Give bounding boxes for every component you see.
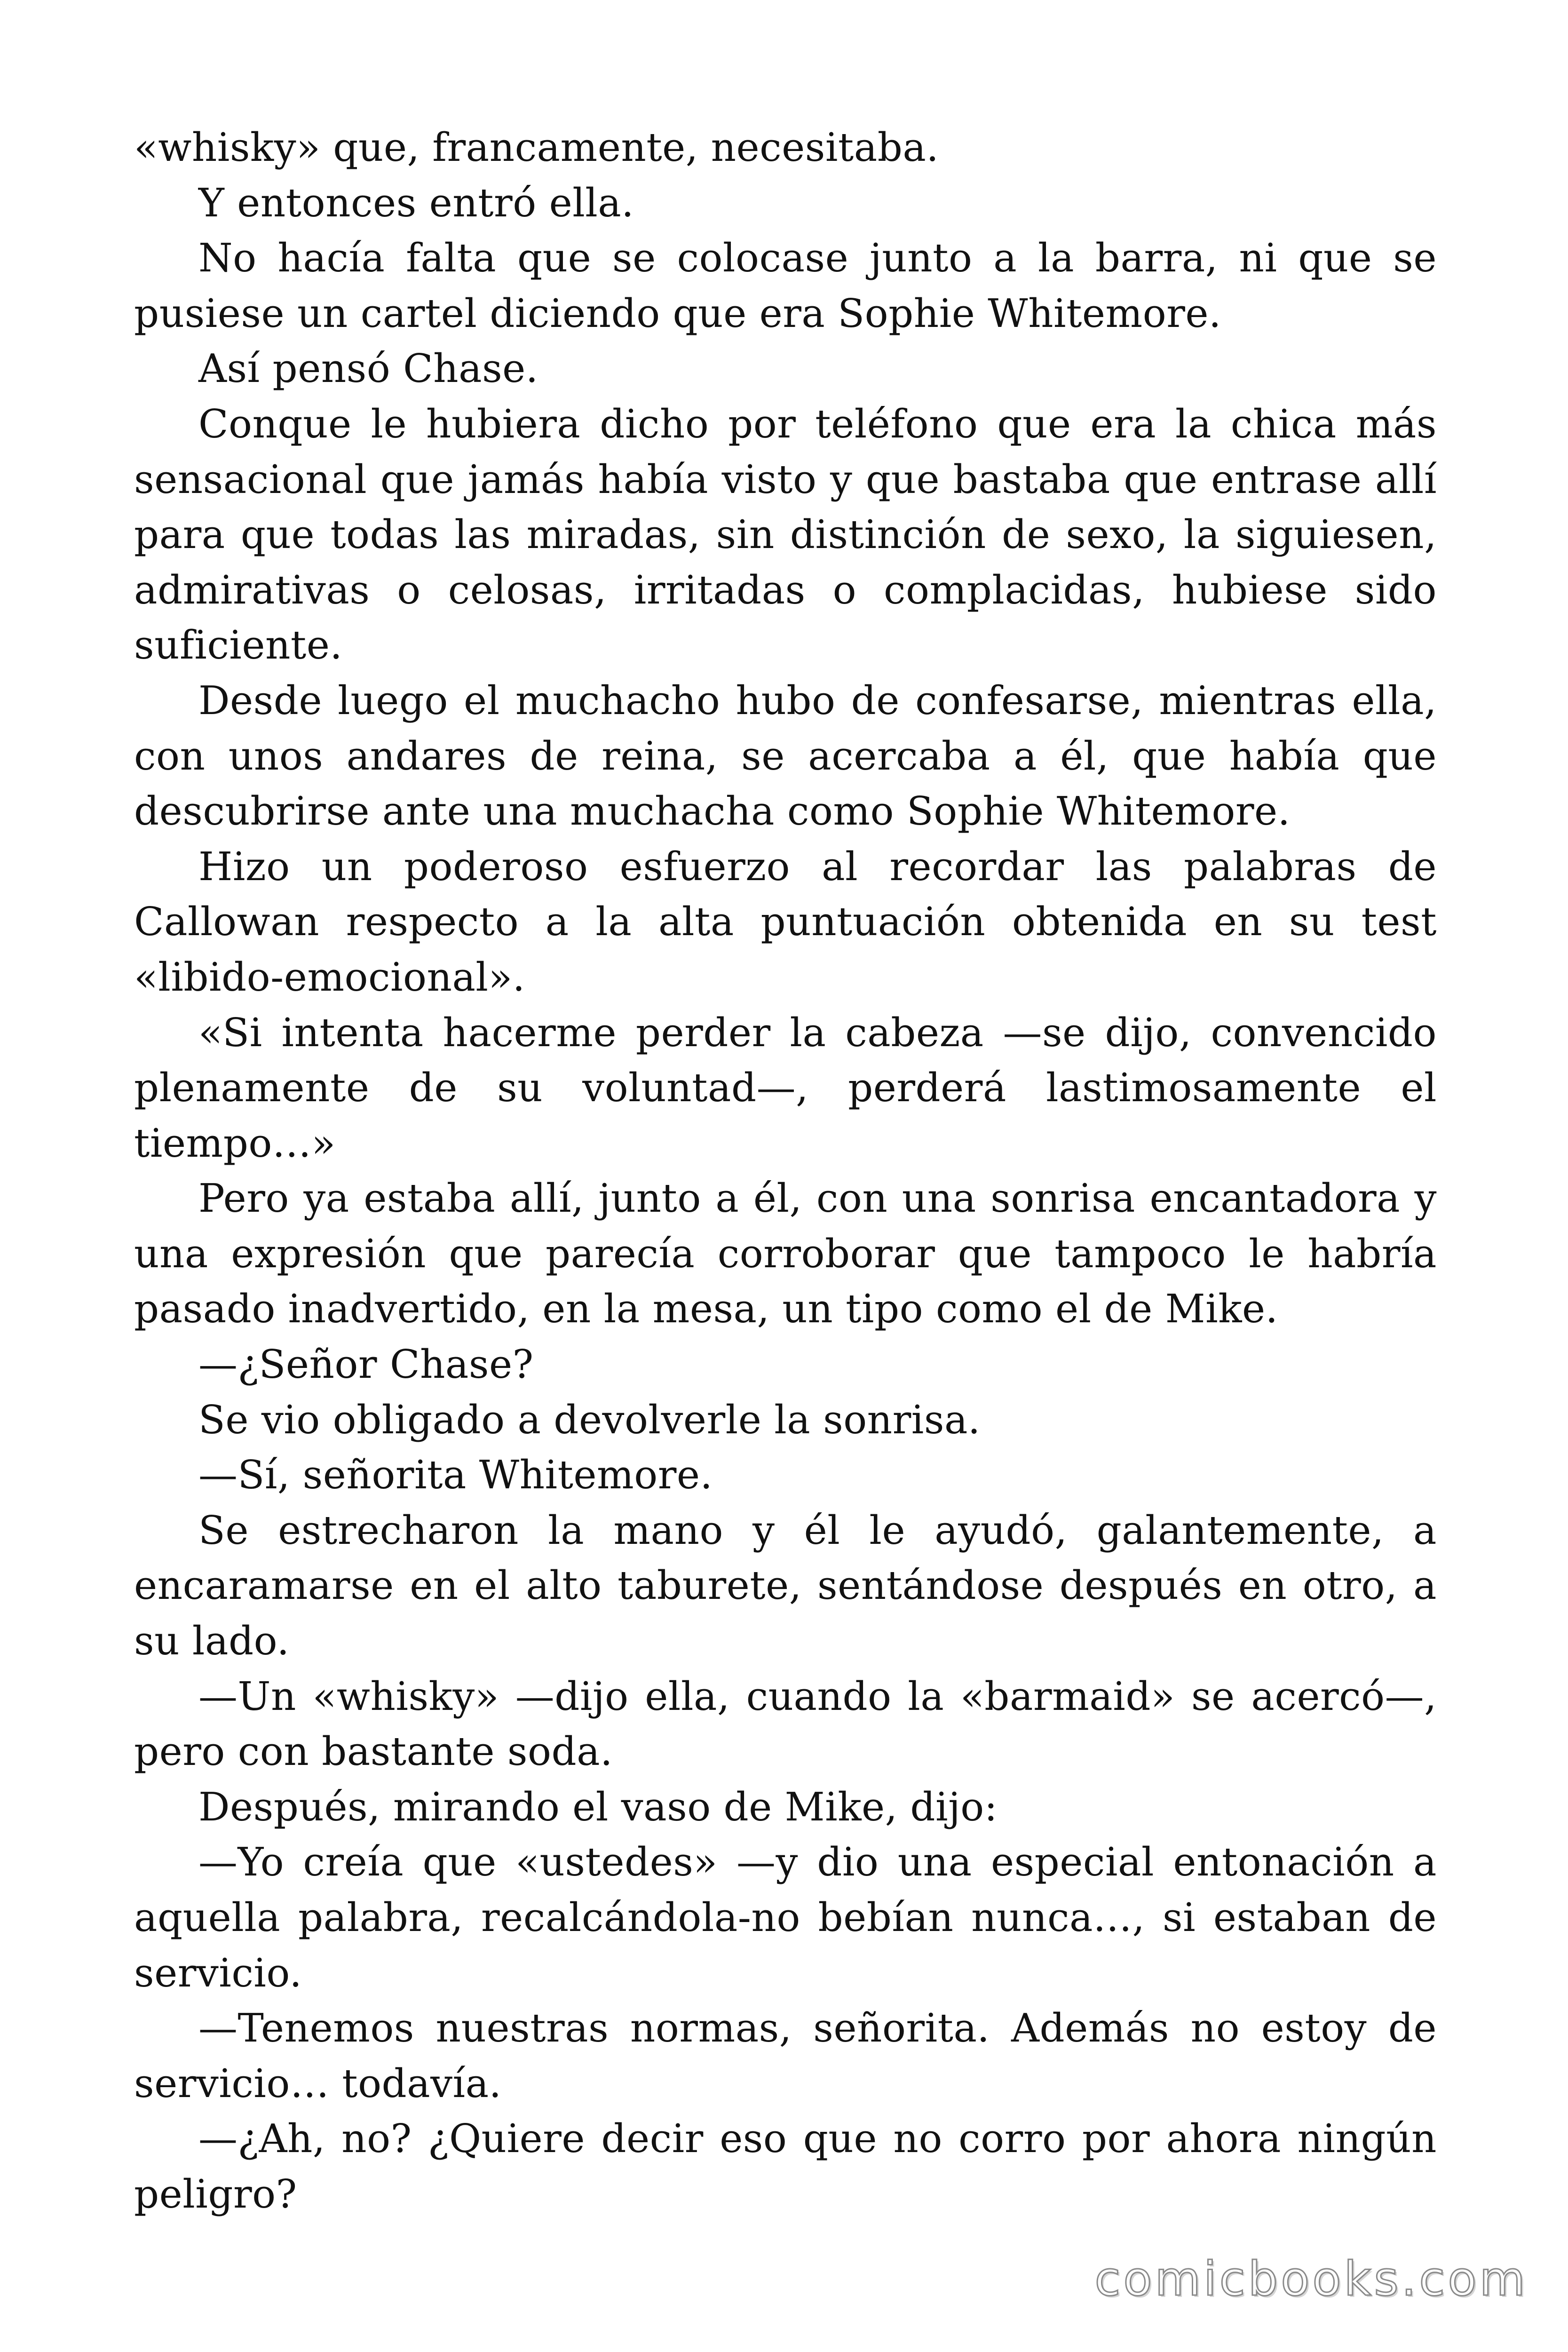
book-page-text: [134, 120, 1437, 2222]
paragraph: —Sí, señorita Whitemore.: [198, 1452, 713, 1498]
paragraph: —Tenemos nuestras normas, señorita. Además no estoy de servicio… todavía.: [134, 2005, 1437, 2106]
paragraph: —Un «whisky» —dijo ella, cuando la «barmaid» se acercó—, pero con bastante soda.: [134, 1673, 1437, 1775]
paragraph: No hacía falta que se colocase junto a la barra, ni que se pusiese un cartel diciendo que era Sophie Whitemore.: [134, 235, 1437, 336]
paragraph: «Si intenta hacerme perder la cabeza —se dijo, convencido plenamente de su voluntad—, perderá lastimosamente el tiempo…»: [134, 1009, 1437, 1166]
paragraph: —¿Ah, no? ¿Quiere decir eso que no corro por ahora ningún peligro?: [134, 2116, 1437, 2217]
paragraph: Y entonces entró ella.: [198, 180, 634, 226]
paragraph: Se vio obligado a devolverle la sonrisa.: [198, 1397, 981, 1443]
paragraph: Pero ya estaba allí, junto a él, con una sonrisa encantadora y una expresión que parecía corroborar que tampoco le habría pasado inadvertido, en la mesa, un tipo como el de Mike.: [134, 1176, 1437, 1332]
paragraph: —Yo creía que «ustedes» —y dio una especial entonación a aquella palabra, recalcándola-no bebían nunca…, si estaban de servicio.: [134, 1839, 1437, 1996]
paragraph: Después, mirando el vaso de Mike, dijo:: [198, 1784, 998, 1830]
watermark: comicbooks.com: [1094, 2251, 1528, 2306]
paragraph: Conque le hubiera dicho por teléfono que era la chica más sensacional que jamás había visto y que bastaba que entrase allí para que todas las miradas, sin distinción de sexo, la siguiesen, admirativas o celosas, irritadas o complacidas, hubiese sido suficiente.: [134, 401, 1437, 668]
paragraph: Así pensó Chase.: [198, 346, 539, 392]
paragraph: Hizo un poderoso esfuerzo al recordar las palabras de Callowan respecto a la alta puntuación obtenida en su test «libido-emocional».: [134, 843, 1437, 1000]
paragraph: —¿Señor Chase?: [198, 1342, 534, 1388]
paragraph: Desde luego el muchacho hubo de confesarse, mientras ella, con unos andares de reina, se acercaba a él, que había que descubrirse ante una muchacha como Sophie Whitemore.: [134, 677, 1437, 834]
paragraph: «whisky» que, francamente, necesitaba.: [134, 125, 939, 170]
paragraph: Se estrecharon la mano y él le ayudó, galantemente, a encaramarse en el alto taburete, sentándose después en otro, a su lado.: [134, 1507, 1437, 1664]
